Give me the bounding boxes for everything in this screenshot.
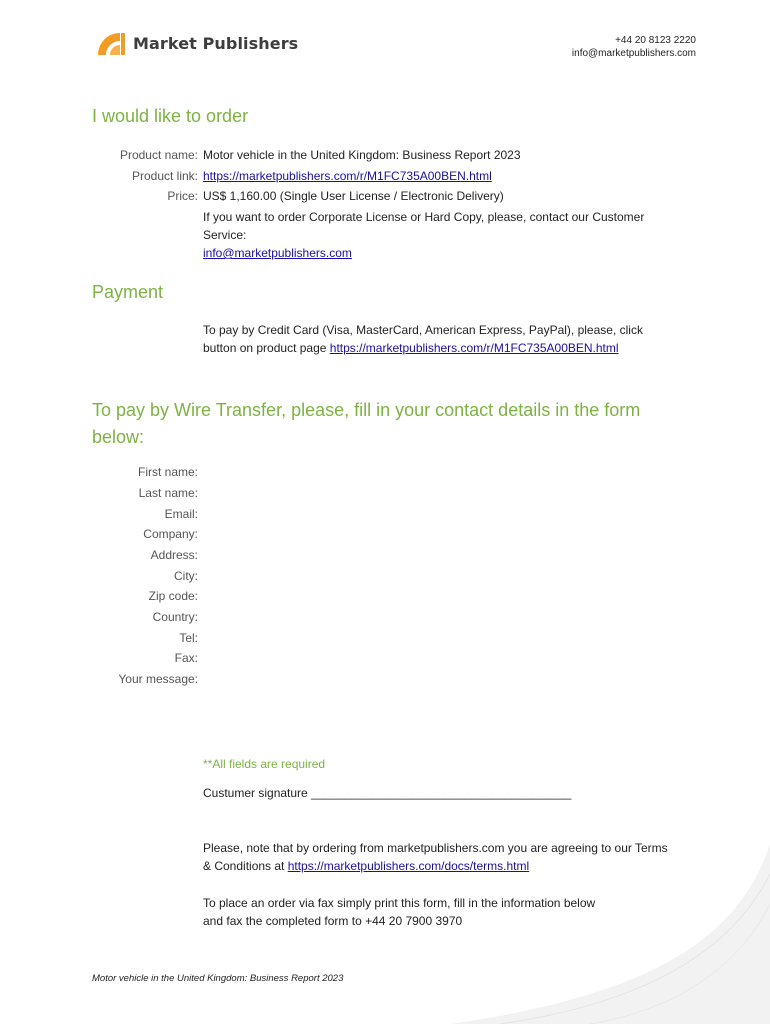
logo-mark-icon — [96, 29, 126, 57]
zip-code-label: Zip code: — [148, 589, 198, 603]
product-name-value: Motor vehicle in the United Kingdom: Business Report 2023 — [203, 148, 521, 162]
order-heading: I would like to order — [92, 106, 249, 126]
header-phone: +44 20 8123 2220 — [615, 35, 696, 46]
product-name-label: Product name: — [119, 148, 198, 162]
email-label: Email: — [164, 507, 198, 521]
required-fields-note: **All fields are required — [203, 757, 326, 771]
fax-label: Fax: — [174, 651, 198, 665]
terms-line2: & Conditions at — [203, 859, 288, 873]
company-label: Company: — [143, 527, 198, 541]
payment-product-link[interactable]: https://marketpublishers.com/r/M1FC735A00BEN.html — [329, 341, 619, 355]
first-name-label: First name: — [137, 465, 198, 479]
footer-report-title: Motor vehicle in the United Kingdom: Business Report 2023 — [92, 973, 344, 984]
corporate-note-line2: Service: — [203, 228, 247, 242]
product-link-label: Product link: — [131, 169, 198, 183]
country-label: Country: — [152, 610, 198, 624]
terms-link[interactable]: https://marketpublishers.com/docs/terms.html — [287, 859, 530, 873]
wire-heading-line2: below: — [92, 427, 145, 447]
tel-label: Tel: — [179, 631, 198, 645]
fax-line1: To place an order via fax simply print this form, fill in the information below — [203, 896, 596, 910]
logo-text: Market Publishers — [133, 33, 299, 53]
price-label: Price: — [167, 189, 198, 203]
terms-line1: Please, note that by ordering from marketpublishers.com you are agreeing to our Terms — [203, 841, 668, 855]
payment-text-line2: button on product page — [203, 341, 330, 355]
service-email-link[interactable]: info@marketpublishers.com — [203, 246, 352, 260]
header-contact — [572, 35, 696, 60]
header-email[interactable]: info@marketpublishers.com — [571, 47, 696, 59]
city-label: City: — [174, 569, 198, 583]
fax-line2: and fax the completed form to +44 20 7900 3970 — [203, 914, 463, 928]
last-name-label: Last name: — [138, 486, 198, 500]
corporate-note-line1: If you want to order Corporate License or Hard Copy, please, contact our Customer — [203, 210, 645, 224]
market-publishers-logo[interactable] — [96, 28, 298, 58]
wire-heading-line1: To pay by Wire Transfer, please, fill in your contact details in the form — [92, 400, 641, 420]
address-label: Address: — [150, 548, 198, 562]
payment-heading: Payment — [92, 282, 164, 302]
payment-text-line1: To pay by Credit Card (Visa, MasterCard, American Express, PayPal), please, click — [203, 323, 643, 337]
message-label: Your message: — [118, 672, 198, 686]
wire-transfer-heading — [92, 397, 692, 451]
product-link[interactable]: https://marketpublishers.com/r/M1FC735A00BEN.html — [203, 169, 492, 183]
customer-signature-line: Custumer signature _______________________________________ — [203, 786, 572, 800]
price-value: US$ 1,160.00 (Single User License / Electronic Delivery) — [203, 189, 504, 203]
corporate-license-note — [203, 208, 713, 262]
payment-text — [203, 321, 713, 357]
decorative-swoosh — [440, 844, 770, 1024]
